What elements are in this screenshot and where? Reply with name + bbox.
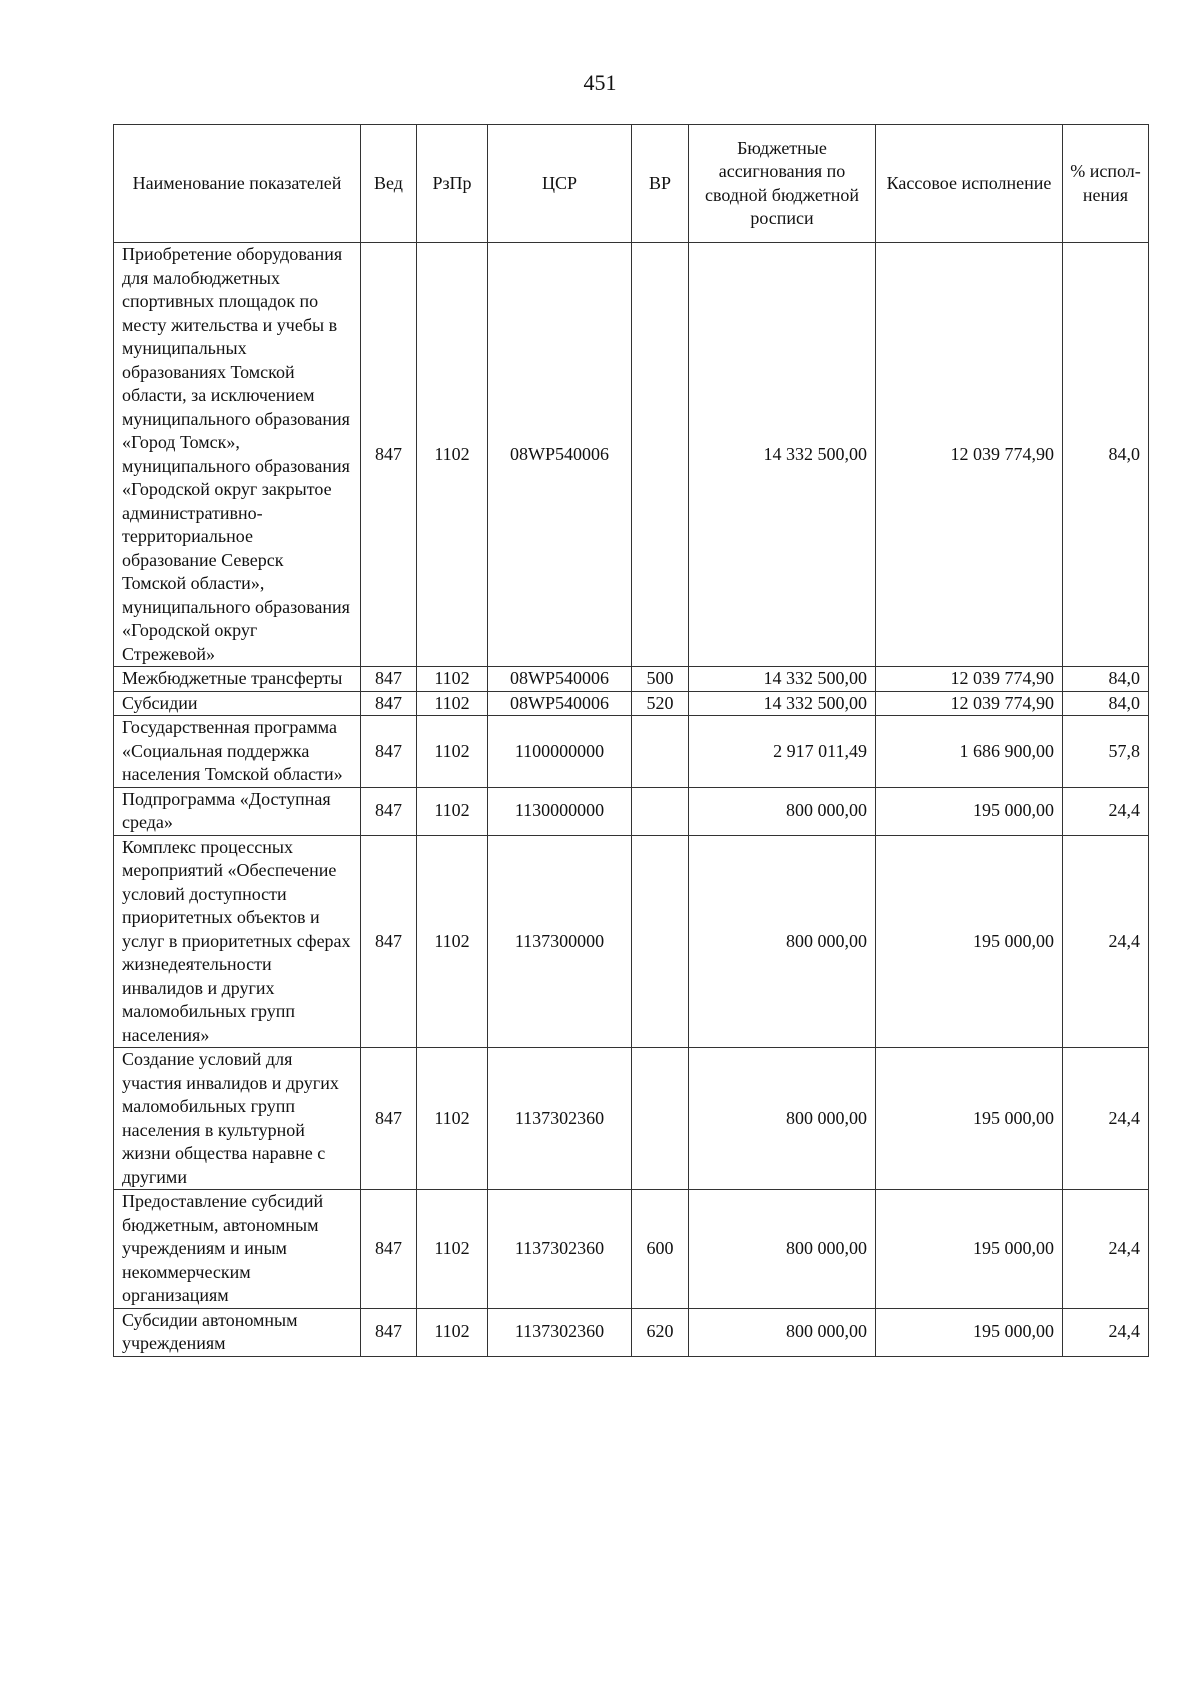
row-vr: 500 <box>632 667 689 692</box>
row-rzpr: 1102 <box>417 835 488 1048</box>
row-ved: 847 <box>361 1190 417 1309</box>
row-csr: 1100000000 <box>488 716 632 788</box>
header-assign: Бюджетные ассигнования по сводной бюджетной росписи <box>689 125 876 243</box>
row-name: Комплекс процессных мероприятий «Обеспечение условий доступности приоритетных объектов и услуг в приоритетных сферах жизнедеятельности инвалидов и других маломобильных групп населения» <box>114 835 361 1048</box>
row-csr: 1137300000 <box>488 835 632 1048</box>
row-cash: 195 000,00 <box>876 1308 1063 1356</box>
row-csr: 1137302360 <box>488 1308 632 1356</box>
row-vr <box>632 787 689 835</box>
row-rzpr: 1102 <box>417 716 488 788</box>
row-pct: 24,4 <box>1063 1308 1149 1356</box>
row-pct: 24,4 <box>1063 1048 1149 1190</box>
row-ved: 847 <box>361 243 417 667</box>
row-csr: 08WP540006 <box>488 243 632 667</box>
row-vr <box>632 243 689 667</box>
row-assign: 800 000,00 <box>689 1308 876 1356</box>
row-assign: 2 917 011,49 <box>689 716 876 788</box>
row-name: Субсидии <box>114 691 361 716</box>
header-name: Наименование показателей <box>114 125 361 243</box>
page-number: 451 <box>583 70 617 95</box>
row-rzpr: 1102 <box>417 243 488 667</box>
header-pct: % испол-нения <box>1063 125 1149 243</box>
row-ved: 847 <box>361 667 417 692</box>
row-assign: 14 332 500,00 <box>689 691 876 716</box>
row-name: Государственная программа «Социальная поддержка населения Томской области» <box>114 716 361 788</box>
table-row <box>114 243 1149 667</box>
row-pct: 84,0 <box>1063 691 1149 716</box>
row-rzpr: 1102 <box>417 1308 488 1356</box>
row-vr <box>632 835 689 1048</box>
header-rzpr: РзПр <box>417 125 488 243</box>
row-rzpr: 1102 <box>417 1048 488 1190</box>
row-csr: 08WP540006 <box>488 691 632 716</box>
table-row <box>114 835 1149 1048</box>
row-ved: 847 <box>361 787 417 835</box>
row-pct: 84,0 <box>1063 243 1149 667</box>
row-assign: 800 000,00 <box>689 787 876 835</box>
row-vr <box>632 716 689 788</box>
row-rzpr: 1102 <box>417 787 488 835</box>
table-row <box>114 667 1149 692</box>
row-rzpr: 1102 <box>417 1190 488 1309</box>
table-row <box>114 1048 1149 1190</box>
row-assign: 800 000,00 <box>689 835 876 1048</box>
row-assign: 14 332 500,00 <box>689 243 876 667</box>
row-name: Межбюджетные трансферты <box>114 667 361 692</box>
row-cash: 195 000,00 <box>876 1048 1063 1190</box>
row-name: Субсидии автономным учреждениям <box>114 1308 361 1356</box>
row-pct: 24,4 <box>1063 835 1149 1048</box>
row-ved: 847 <box>361 1308 417 1356</box>
row-name: Приобретение оборудования для малобюджетных спортивных площадок по месту жительства и учебы в муниципальных образованиях Томской области, за исключением муниципального образования «Город Томск», муниципального образования «Городской округ закрытое административно-территориальное образование Северск Томской области», муниципального образования «Городской округ Стрежевой» <box>114 243 361 667</box>
row-csr: 1137302360 <box>488 1048 632 1190</box>
header-csr: ЦСР <box>488 125 632 243</box>
table-row <box>114 691 1149 716</box>
row-vr: 520 <box>632 691 689 716</box>
header-vr: ВР <box>632 125 689 243</box>
row-cash: 195 000,00 <box>876 835 1063 1048</box>
row-csr: 1137302360 <box>488 1190 632 1309</box>
header-ved: Вед <box>361 125 417 243</box>
row-csr: 08WP540006 <box>488 667 632 692</box>
row-cash: 12 039 774,90 <box>876 667 1063 692</box>
row-assign: 14 332 500,00 <box>689 667 876 692</box>
row-vr: 620 <box>632 1308 689 1356</box>
row-ved: 847 <box>361 716 417 788</box>
table-row <box>114 716 1149 788</box>
table-row <box>114 1190 1149 1309</box>
table-row <box>114 1308 1149 1356</box>
row-vr: 600 <box>632 1190 689 1309</box>
row-pct: 24,4 <box>1063 1190 1149 1309</box>
row-cash: 195 000,00 <box>876 787 1063 835</box>
row-pct: 84,0 <box>1063 667 1149 692</box>
row-cash: 12 039 774,90 <box>876 243 1063 667</box>
row-cash: 1 686 900,00 <box>876 716 1063 788</box>
row-name: Предоставление субсидий бюджетным, автономным учреждениям и иным некоммерческим организациям <box>114 1190 361 1309</box>
row-name: Создание условий для участия инвалидов и других маломобильных групп населения в культурной жизни общества наравне с другими <box>114 1048 361 1190</box>
row-name: Подпрограмма «Доступная среда» <box>114 787 361 835</box>
table-row <box>114 787 1149 835</box>
row-assign: 800 000,00 <box>689 1190 876 1309</box>
row-assign: 800 000,00 <box>689 1048 876 1190</box>
budget-table <box>113 124 1149 1357</box>
row-csr: 1130000000 <box>488 787 632 835</box>
row-pct: 24,4 <box>1063 787 1149 835</box>
row-ved: 847 <box>361 1048 417 1190</box>
row-vr <box>632 1048 689 1190</box>
row-rzpr: 1102 <box>417 667 488 692</box>
row-ved: 847 <box>361 835 417 1048</box>
table-header-row <box>114 125 1149 243</box>
row-rzpr: 1102 <box>417 691 488 716</box>
row-pct: 57,8 <box>1063 716 1149 788</box>
row-ved: 847 <box>361 691 417 716</box>
row-cash: 195 000,00 <box>876 1190 1063 1309</box>
row-cash: 12 039 774,90 <box>876 691 1063 716</box>
header-cash: Кассовое исполнение <box>876 125 1063 243</box>
